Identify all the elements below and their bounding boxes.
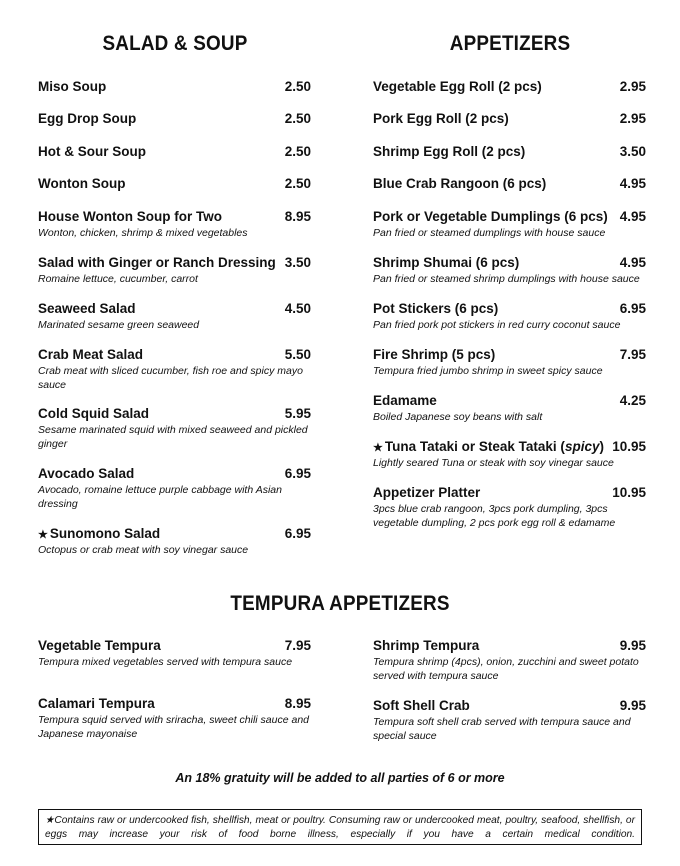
menu-item-name-text: Cold Squid Salad xyxy=(38,406,150,421)
menu-item-name-text: Egg Drop Soup xyxy=(38,111,137,126)
menu-item-header xyxy=(38,696,311,711)
section-title-appetizers: APPETIZERS xyxy=(449,32,571,55)
menu-item-name-text: Avocado Salad xyxy=(38,466,135,481)
section-title-tempura: TEMPURA APPETIZERS xyxy=(230,592,450,615)
menu-item-price: 6.95 xyxy=(284,466,311,481)
menu-item-description: 3pcs blue crab rangoon, 3pcs pork dumpling, 3pcs vegetable dumpling, 2 pcs pork egg roll & edamame xyxy=(373,503,616,529)
menu-item-price: 10.95 xyxy=(612,439,646,454)
menu-item-price: 4.95 xyxy=(619,255,646,270)
menu-item-price: 10.95 xyxy=(612,485,646,500)
menu-item-price: 7.95 xyxy=(619,347,646,362)
menu-item-name-text: Pot Stickers (6 pcs) xyxy=(373,301,499,316)
menu-item-name-text: Crab Meat Salad xyxy=(38,347,144,362)
menu-item-price: 2.50 xyxy=(284,111,311,126)
tempura-right-list xyxy=(373,0,646,760)
menu-item-description: Crab meat with sliced cucumber, fish roe and spicy mayo sauce xyxy=(38,365,303,391)
menu-item-price: 4.50 xyxy=(284,301,311,316)
menu-item-name xyxy=(38,696,155,711)
menu-item-price: 2.95 xyxy=(619,79,646,94)
menu-item-description: Sesame marinated squid with mixed seaweed and pickled ginger xyxy=(38,424,308,450)
menu-item xyxy=(38,696,311,741)
gratuity-note: An 18% gratuity will be added to all parties of 6 or more xyxy=(175,771,505,785)
menu-item-price: 2.50 xyxy=(284,79,311,94)
menu-item-price: 8.95 xyxy=(284,696,311,711)
menu-item-price: 6.95 xyxy=(284,526,311,541)
menu-item-description: Tempura mixed vegetables served with tempura sauce xyxy=(38,656,293,668)
menu-item-price: 7.95 xyxy=(284,638,311,653)
menu-item-description: Pan fried pork pot stickers in red curry coconut sauce xyxy=(373,319,621,331)
menu-item-price: 3.50 xyxy=(284,255,311,270)
menu-item-name-text: Hot & Sour Soup xyxy=(38,144,146,159)
section-title-salad-soup: SALAD & SOUP xyxy=(102,32,248,55)
menu-item-name-text: Wonton Soup xyxy=(38,176,126,191)
menu-item-name-text: Edamame xyxy=(373,393,437,408)
menu-item-name-text: Salad with Ginger or Ranch Dressing xyxy=(38,255,276,270)
menu-item-description: Tempura squid served with sriracha, sweet chili sauce and Japanese mayonaise xyxy=(38,714,309,740)
menu-item-description: Marinated sesame green seaweed xyxy=(38,319,200,331)
menu-item-price: 5.50 xyxy=(284,347,311,362)
menu-item-price: 2.50 xyxy=(284,176,311,191)
menu-item-price: 4.95 xyxy=(619,176,646,191)
menu-item-name-text: Miso Soup xyxy=(38,79,107,94)
menu-item-name-tail: ) xyxy=(599,439,604,454)
tempura-left-list xyxy=(38,0,311,760)
menu-item-name-text: Vegetable Tempura xyxy=(38,638,161,653)
menu-item-description: Pan fried or steamed dumplings with house sauce xyxy=(373,227,606,239)
menu-item-description: Boiled Japanese soy beans with salt xyxy=(373,411,543,423)
star-icon: ★ xyxy=(45,815,55,826)
menu-item-name xyxy=(373,638,479,653)
menu-item-description: Tempura fried jumbo shrimp in sweet spicy sauce xyxy=(373,365,603,377)
menu-item-header xyxy=(38,638,311,653)
menu-item-name-text: Shrimp Shumai (6 pcs) xyxy=(373,255,520,270)
menu-item-name-text: Seaweed Salad xyxy=(38,301,136,316)
menu-item-description: Octopus or crab meat with soy vinegar sauce xyxy=(38,544,249,556)
menu-item-price: 2.50 xyxy=(284,144,311,159)
menu-item-name-text: Shrimp Egg Roll (2 pcs) xyxy=(373,144,526,159)
menu-item-price: 3.50 xyxy=(619,144,646,159)
disclaimer-box xyxy=(38,809,642,845)
menu-item-header xyxy=(373,698,646,713)
menu-item-price: 2.95 xyxy=(619,111,646,126)
menu-item-description: Tempura soft shell crab served with tempura sauce and special sauce xyxy=(373,716,631,742)
menu-item-name-text: Appetizer Platter xyxy=(373,485,481,500)
menu-item-name-text: Fire Shrimp (5 pcs) xyxy=(373,347,496,362)
menu-item-name-text: Shrimp Tempura xyxy=(373,638,480,653)
menu-item-name-text: Sunomono Salad xyxy=(49,526,161,541)
menu-item-name-text: Blue Crab Rangoon (6 pcs) xyxy=(373,176,547,191)
menu-item-price: 8.95 xyxy=(284,209,311,224)
menu-item-price: 9.95 xyxy=(619,638,646,653)
star-icon: ★ xyxy=(373,442,383,454)
menu-item-name-text: Pork or Vegetable Dumplings (6 pcs) xyxy=(373,209,608,224)
menu-item-name-text: Tuna Tataki or Steak Tataki ( xyxy=(384,439,565,454)
star-icon: ★ xyxy=(38,529,48,541)
disclaimer-text: Contains raw or undercooked fish, shellfish, meat or poultry. Consuming raw or undercooked meat, poultry, seafood, shellfish, or eggs may increase your risk of food borne illness, especially if you have a certain medical condition. xyxy=(45,815,635,840)
menu-item-price: 9.95 xyxy=(619,698,646,713)
menu-item-price: 6.95 xyxy=(619,301,646,316)
menu-item-name-italic: spicy xyxy=(564,439,600,454)
menu-item-description: Romaine lettuce, cucumber, carrot xyxy=(38,273,198,285)
menu-item-name-text: House Wonton Soup for Two xyxy=(38,209,222,224)
menu-item-price: 4.25 xyxy=(619,393,646,408)
menu-item-price: 4.95 xyxy=(619,209,646,224)
menu-item-description: Lightly seared Tuna or steak with soy vinegar sauce xyxy=(373,457,614,469)
menu-item-price: 5.95 xyxy=(284,406,311,421)
menu-item-name xyxy=(373,698,470,713)
menu-item-description: Avocado, romaine lettuce purple cabbage with Asian dressing xyxy=(38,484,282,510)
menu-item xyxy=(38,638,311,669)
menu-item-name-text: Soft Shell Crab xyxy=(373,698,470,713)
menu-item xyxy=(373,638,646,683)
menu-item-name-text: Calamari Tempura xyxy=(38,696,155,711)
menu-item-description: Pan fried or steamed shrimp dumplings with house sauce xyxy=(373,273,640,285)
menu-item-name-text: Pork Egg Roll (2 pcs) xyxy=(373,111,509,126)
menu-item xyxy=(373,698,646,743)
menu-item-description: Wonton, chicken, shrimp & mixed vegetables xyxy=(38,227,248,239)
menu-item-name-text: Vegetable Egg Roll (2 pcs) xyxy=(373,79,542,94)
menu-item-header xyxy=(373,638,646,653)
menu-item-name xyxy=(38,638,161,653)
menu-item-description: Tempura shrimp (4pcs), onion, zucchini and sweet potato served with tempura sauce xyxy=(373,656,639,682)
